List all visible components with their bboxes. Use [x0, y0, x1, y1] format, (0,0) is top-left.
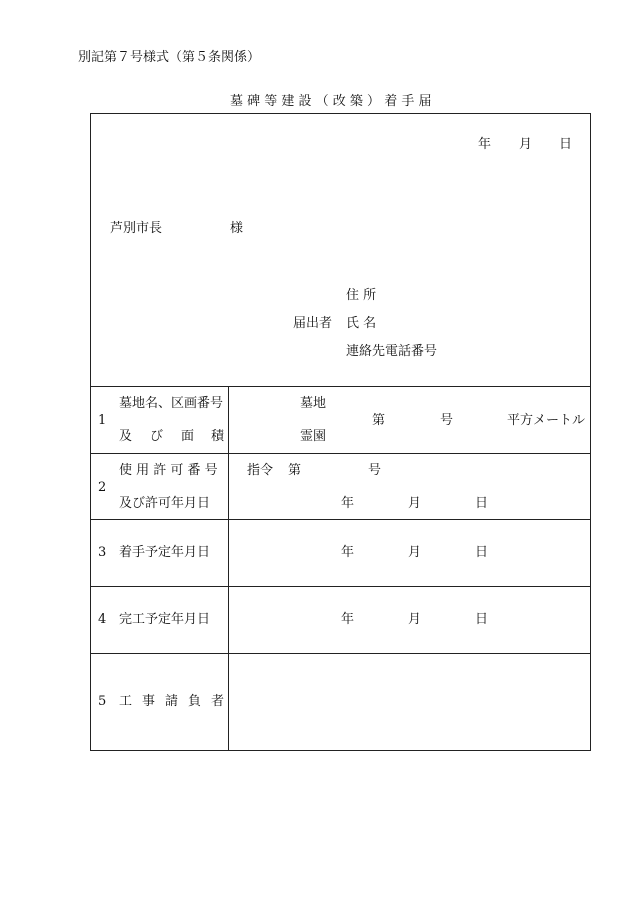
applicant-role-label: 届出者 [293, 316, 333, 331]
row-2-permit-suffix: 号 [368, 463, 382, 478]
form-label: 別記第７号様式（第５条関係） [78, 50, 261, 65]
row-3-label: 着手予定年月日 [119, 545, 211, 560]
divider-row-3 [90, 586, 591, 587]
label-column-divider [228, 386, 229, 751]
row-1-label-line1: 墓地名、区画番号 [119, 396, 224, 411]
date-year: 年 [478, 137, 492, 152]
row-4-month: 月 [408, 612, 422, 627]
row-5-label-d: 負 [188, 694, 202, 709]
row-2-label-line1: 使 用 許 可 番 号 [119, 463, 218, 478]
form-frame [90, 113, 591, 751]
divider-row-1 [90, 453, 591, 454]
row-2-year: 年 [341, 496, 355, 511]
row-1-area-unit: 平方メートル [507, 413, 586, 428]
applicant-name-label: 氏 名 [346, 316, 377, 331]
row-2-label-line2: 及び許可年月日 [119, 496, 211, 511]
page-title: 墓 碑 等 建 設 （ 改 築 ） 着 手 届 [230, 94, 432, 109]
divider-header [90, 386, 591, 387]
date-month: 月 [519, 137, 533, 152]
addressee-mayor: 芦別市長 [110, 221, 163, 236]
row-3-year: 年 [341, 545, 355, 560]
divider-row-4 [90, 653, 591, 654]
row-1-label-line2-a: 及 [119, 429, 133, 444]
row-2-permit-no: 第 [288, 463, 302, 478]
row-1-label-line2-d: 積 [211, 429, 225, 444]
row-3-number: 3 [98, 545, 107, 560]
row-5-label-b: 事 [142, 694, 156, 709]
row-2-day: 日 [475, 496, 489, 511]
addressee-honorific: 様 [230, 221, 244, 236]
row-4-day: 日 [475, 612, 489, 627]
row-5-label-c: 請 [165, 694, 179, 709]
row-5-number: 5 [98, 694, 107, 709]
applicant-phone-label: 連絡先電話番号 [346, 344, 438, 359]
row-1-no-prefix: 第 [372, 413, 386, 428]
row-2-month: 月 [408, 496, 422, 511]
row-5-label-a: 工 [119, 694, 133, 709]
row-4-label: 完工予定年月日 [119, 612, 211, 627]
row-4-year: 年 [341, 612, 355, 627]
row-1-label-line2-c: 面 [181, 429, 195, 444]
row-5-label-e: 者 [211, 694, 225, 709]
row-3-month: 月 [408, 545, 422, 560]
date-day: 日 [559, 137, 573, 152]
row-1-label-line2-b: び [150, 429, 164, 444]
row-2-number: 2 [98, 480, 107, 495]
row-3-day: 日 [475, 545, 489, 560]
applicant-address-label: 住 所 [346, 288, 377, 303]
row-2-permit-prefix: 指令 [247, 463, 274, 478]
row-1-number: 1 [98, 413, 107, 428]
row-4-number: 4 [98, 612, 107, 627]
row-1-no-suffix: 号 [440, 413, 454, 428]
row-1-cemetery-bottom: 霊園 [300, 429, 327, 444]
divider-row-2 [90, 519, 591, 520]
row-1-cemetery-top: 墓地 [300, 396, 327, 411]
